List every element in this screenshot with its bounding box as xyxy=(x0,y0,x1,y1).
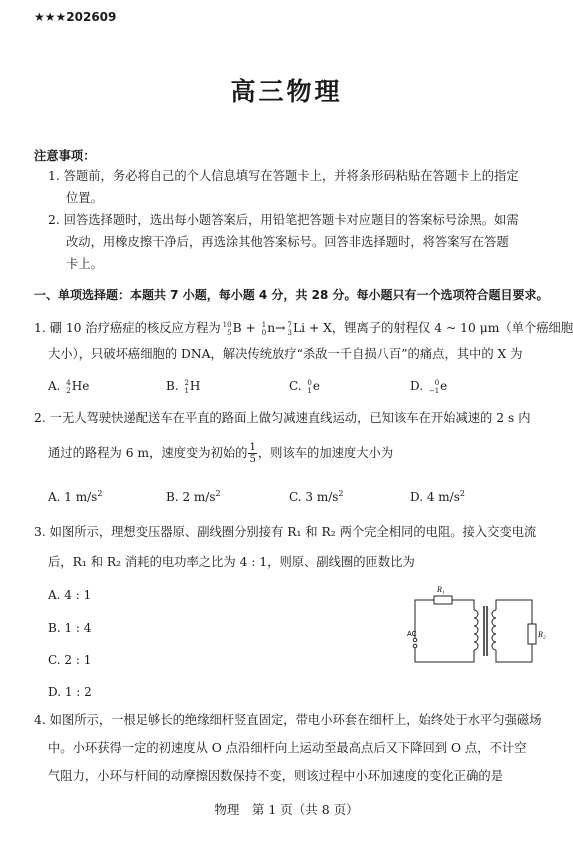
question-3-line-2: 后，R₁ 和 R₂ 消耗的电功率之比为 4 : 1，则原、副线圈的匝数比为 xyxy=(48,555,415,569)
notice-item-1-line-1: 1. 答题前，务必将自己的个人信息填写在答题卡上，并将条形码粘贴在答题卡上的指定 xyxy=(48,169,519,183)
question-1-line-2: 大小），只破坏癌细胞的 DNA，解决传统放疗“杀敌一千自损八百”的痛点，其中的 X 为 xyxy=(48,347,523,361)
question-2-line-2 xyxy=(48,442,393,465)
section-heading: 一、单项选择题：本题共 7 小题，每小题 4 分，共 28 分。每小题只有一个选项符合题目要求。 xyxy=(34,288,549,302)
q3-option-b[interactable]: B. 1 : 4 xyxy=(48,621,92,635)
question-1-line-1 xyxy=(34,317,573,339)
q1-option-c[interactable]: C. 0 1e xyxy=(289,378,320,395)
q2-option-d[interactable]: D. 4 $m/s^2$ xyxy=(410,489,465,504)
fraction-one-fifth: $\frac{1}{5}$ xyxy=(249,442,256,465)
notice-item-2-line-3: 卡上。 xyxy=(66,257,103,271)
notice-item-1-line-2: 位置。 xyxy=(66,191,103,205)
q3-option-c[interactable]: C. 2 : 1 xyxy=(48,653,92,667)
question-4-line-1: 4. 如图所示，一根足够长的绝缘细杆竖直固定，带电小环套在细杆上，始终处于水平匀强磁场 xyxy=(34,713,542,727)
page-footer: 物理 第 1 页（共 8 页） xyxy=(214,802,359,817)
label-r1: R₁ xyxy=(437,585,445,594)
q2-text-start: 通过的路程为 6 m，速度变为初始的 xyxy=(48,446,248,460)
label-r2: R₂ xyxy=(538,630,546,639)
question-4-line-2: 中。小环获得一定的初速度从 O 点沿细杆向上运动至最高点后又下降回到 O 点，不计空 xyxy=(48,741,527,755)
q3-option-d[interactable]: D. 1 : 2 xyxy=(48,685,92,699)
page-title: 高三物理 xyxy=(230,77,343,106)
q1-option-a[interactable]: A. 4 2He xyxy=(48,378,90,395)
q2-text-end: ，则该车的加速度大小为 xyxy=(257,446,394,460)
q2-option-c[interactable]: C. 3 $m/s^2$ xyxy=(289,489,344,504)
q1-text-start: 1. 硼 10 治疗癌症的核反应方程为 xyxy=(34,321,221,335)
q1-option-d[interactable]: D. 0 −1e xyxy=(410,378,448,395)
question-2-line-1: 2. 一无人驾驶快递配送车在平直的路面上做匀减速直线运动，已知该车在开始减速的 2 s 内 xyxy=(34,411,531,425)
question-3-line-1: 3. 如图所示，理想变压器原、副线圈分别接有 R₁ 和 R₂ 两个完全相同的电阻。接入交变电流 xyxy=(34,525,537,539)
transformer-circuit-diagram xyxy=(404,582,554,674)
q3-option-a[interactable]: A. 4 : 1 xyxy=(48,588,92,602)
exam-code: ★★★202609 xyxy=(34,10,117,24)
q2-option-b[interactable]: B. 2 $m/s^2$ xyxy=(166,489,221,504)
q1-option-b[interactable]: B. 2 1H xyxy=(166,378,201,395)
q2-option-a[interactable]: A. 1 $m/s^2$ xyxy=(48,489,103,504)
label-ac: AC xyxy=(407,631,417,638)
notice-item-2-line-2: 改动，用橡皮擦干净后，再选涂其他答案标号。回答非选择题时，将答案写在答题 xyxy=(66,235,509,249)
notice-heading: 注意事项： xyxy=(34,149,96,163)
q1-text-end: ，锂离子的射程仅 4 ~ 10 μm（单个癌细胞 xyxy=(331,321,573,335)
nuclear-equation: 10 5B + 1 0n→ 7 3Li + X xyxy=(222,320,332,337)
notice-item-2-line-1: 2. 回答选择题时，选出每小题答案后，用铅笔把答题卡对应题目的答案标号涂黑。如需 xyxy=(48,213,519,227)
question-4-line-3: 气阻力，小环与杆间的动摩擦因数保持不变，则该过程中小环加速度的变化正确的是 xyxy=(48,769,503,783)
